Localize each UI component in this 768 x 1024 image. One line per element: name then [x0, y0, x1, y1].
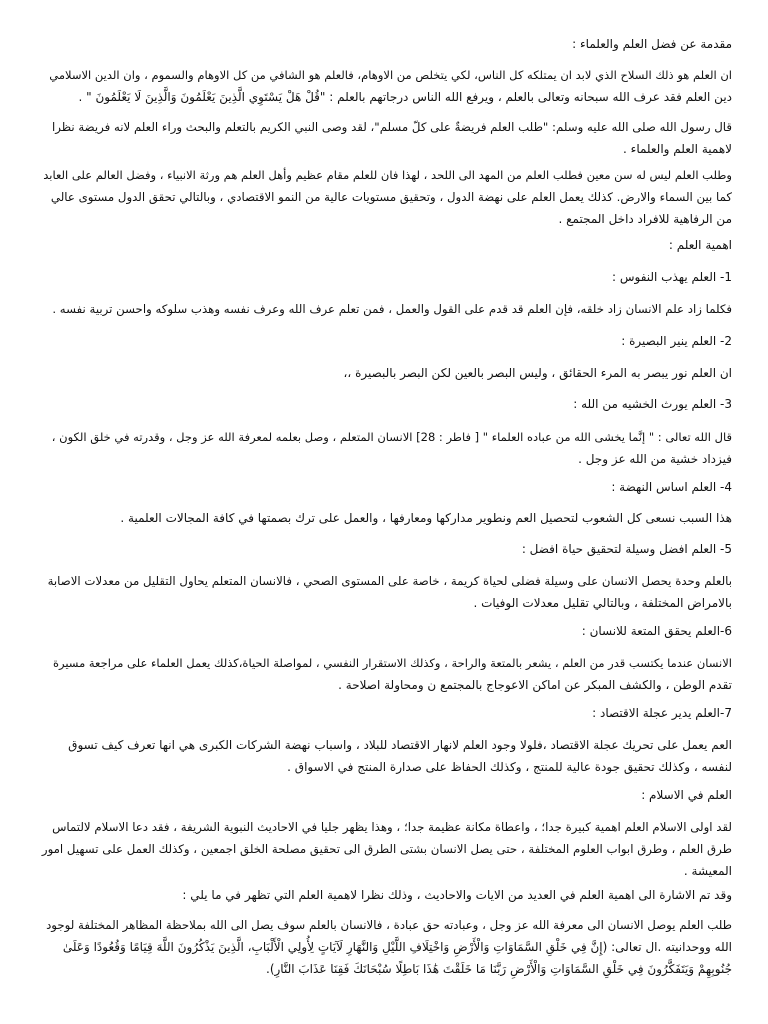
text-line: لاهمية العلم والعلماء .: [623, 142, 732, 156]
text-line: بالعلم وحدة يحصل الانسان على وسيلة فضلى لحياة كريمة ، خاصة على المستوى الصحي ، فالانسان المتعلم يحاول التقليل من معدلات الاصابة: [47, 574, 732, 588]
text-line: طلب العلم يوصل الانسان الى معرفة الله عز وجل ، وعبادته حق عبادة ، فالانسان بالعلم سوف يصل الى الله بملاحظة المظاهر المختلفة لوجود: [46, 918, 732, 932]
text-line: قال الله تعالى : " إنَّما يخشى الله من عباده العلماء " [ فاطر : 28] الانسان المتعلم ، وصل بعلمه لمعرفة الله عز وجل ، وقدرته في خلق الكون ،: [51, 430, 732, 444]
text-line: 5- العلم افضل وسيلة لتحقيق حياة افضل :: [521, 542, 732, 556]
paragraph-islam: [40, 816, 732, 882]
item-paragraph-7: [40, 734, 732, 778]
text-line: دين العلم فقد عرف الله سبحانه وتعالى بالعلم ، ويرفع الله الناس درجاتهم بالعلم : "قُلْ هَلْ يَسْتَوِي الَّذِينَ يَعْلَمُونَ وَالَّذِينَ لَا يَعْلَمُونَ " .: [78, 90, 732, 104]
paragraph-references: [40, 884, 732, 906]
item-paragraph-3: [40, 426, 732, 470]
text-line: فيزداد خشية من الله عز وجل .: [578, 452, 732, 466]
item-paragraph-5: [40, 570, 732, 614]
paragraph-knowing-god: [40, 914, 732, 980]
text-line: ان العلم هو ذلك السلاح الذي لابد ان يمتلكه كل الناس، لكي يتخلص من الاوهام، فالعلم هو الشافي من كل الاوهام والسموم ، وان الدين الاسلامي: [49, 68, 732, 82]
text-line: الانسان عندما يكتسب قدر من العلم ، يشعر بالمتعة والراحة ، وكذلك الاستقرار النفسي ، لمواصلة الحياة،كذلك يعمل العلماء على مراجعة مسيرة: [52, 656, 732, 670]
text-line: مقدمة عن فضل العلم والعلماء :: [572, 37, 732, 51]
item-heading-7: [40, 702, 732, 724]
text-line: طرق العلم ، وطرق ابواب العلوم المختلفة ، حتى يصل الانسان بشتى الطرق الى تحقيق مصلحة الخلق اجمعين ، وكذلك العمل على تسهيل امور: [41, 842, 732, 856]
text-line: تقدم الوطن ، والكشف المبكر عن اماكن الاعوجاج بالمجتمع ن ومحاولة اصلاحة .: [338, 678, 732, 692]
text-line: كما بين السماء والارض. كذلك يعمل العلم على نهضة الدول ، وتحقيق مستويات عالية من النمو الاقتصادي ، وبالتالي تحقق الدول مستوى عالي: [50, 190, 732, 204]
paragraph-seeking-knowledge: [40, 164, 732, 230]
text-line: هذا السبب نسعى كل الشعوب لتحصيل العم ونطوير مداركها ومعارفها ، والعمل على ترك بصمتها في كافة المجالات العلمية .: [120, 511, 732, 525]
text-line: وطلب العلم ليس له سن معين فطلب العلم من المهد الى اللحد ، لهذا فان للعلم مقام عظيم وأهل العلم هم ورثة الانبياء ، وفضل العالم على العابد: [43, 168, 732, 182]
text-line: لقد اولى الاسلام العلم اهمية كبيرة جدا؛ ، واعطاة مكانة عظيمة جدا؛ ، وهذا يظهر جليا في الاحاديث النبوية الشريفة ، فقد دعا الاسلام لالتماس: [52, 820, 732, 834]
section-heading-islam: [40, 784, 732, 806]
text-line: وقد تم الاشارة الى اهمية العلم في العديد من الايات والاحاديث ، وذلك نظرا لاهمية العلم التي تظهر في ما يلي :: [182, 888, 732, 902]
text-line: العلم في الاسلام :: [641, 788, 732, 802]
item-heading-4: [40, 476, 732, 498]
text-line: 1- العلم يهذب النفوس :: [611, 270, 732, 284]
text-line: ان العلم نور يبصر به المرء الحقائق ، وليس البصر بالعين لكن البصر بالبصيرة ،،: [343, 366, 732, 380]
item-heading-2: [40, 330, 732, 352]
item-paragraph-4: [40, 507, 732, 529]
text-line: من الرفاهية للافراد داخل المجتمع .: [558, 212, 732, 226]
item-heading-6: [40, 620, 732, 642]
text-line: جُنُوبِهِمْ وَيَتَفَكَّرُونَ فِي خَلْقِ السَّمَاوَاتِ وَالْأَرْضِ رَبَّنَا مَا خَلَقْتَ هَٰذَا بَاطِلًا سُبْحَانَكَ فَقِنَا عَذَابَ النَّارِ).: [266, 962, 732, 976]
text-line: 4- العلم اساس النهضة :: [611, 480, 732, 494]
paragraph-hadith: [40, 116, 732, 160]
text-line: قال رسول الله صلى الله عليه وسلم: "طلب العلم فريضةٌ على كلّ مسلم"، لقد وصى النبي الكريم بالتعلم والبحث وراء العلم لانه فريضة نظرا: [51, 120, 732, 134]
text-line: 6-العلم يحقق المتعة للانسان :: [581, 624, 732, 638]
item-heading-1: [40, 266, 732, 288]
item-paragraph-1: [40, 298, 732, 320]
text-line: فكلما زاد علم الانسان زاد خلقه، فإن العلم قد قدم على القول والعمل ، فمن تعلم عرف الله وعرف نفسه وهذب سلوكه واحسن تربية نفسه .: [52, 302, 732, 316]
item-heading-3: [40, 393, 732, 415]
paragraph-weapon-of-knowledge: [40, 64, 732, 108]
text-line: بالامراض المختلفة ، وبالتالي تقليل معدلات الوفيات .: [473, 596, 732, 610]
text-line: العم يعمل على تحريك عجلة الاقتصاد ،فلولا وجود العلم لانهار الاقتصاد للبلاد ، واسباب نهضة الشركات الكبرى هي انها تعرف كيف تسوق: [68, 738, 732, 752]
item-paragraph-6: [40, 652, 732, 696]
intro-heading: [40, 33, 732, 55]
text-line: الله ووحدانيته .ال تعالى: (إِنَّ فِي خَلْقِ السَّمَاوَاتِ وَالْأَرْضِ وَاخْتِلَافِ اللَّيْلِ وَالنَّهَارِ لَآيَاتٍ لِأُولِي الْأَلْبَابِ، الَّذِينَ يَذْكُرُونَ اللَّهَ قِيَامًا وَقُعُودًا وَعَلَىٰ: [62, 940, 732, 954]
text-line: اهمية العلم :: [668, 238, 732, 252]
text-line: 2- العلم ينير البصيرة :: [621, 334, 732, 348]
text-line: لنفسه ، وكذلك تحقيق جودة عالية للمنتج ، وكذلك الحفاظ على صدارة المنتج في الاسواق .: [287, 760, 732, 774]
item-heading-5: [40, 538, 732, 560]
text-line: المعيشة .: [683, 864, 732, 878]
item-paragraph-2: [40, 362, 732, 384]
section-heading-importance: [40, 234, 732, 256]
text-line: 7-العلم يدير عجلة الاقتصاد :: [592, 706, 732, 720]
text-line: 3- العلم يورث الخشيه من الله :: [573, 397, 732, 411]
